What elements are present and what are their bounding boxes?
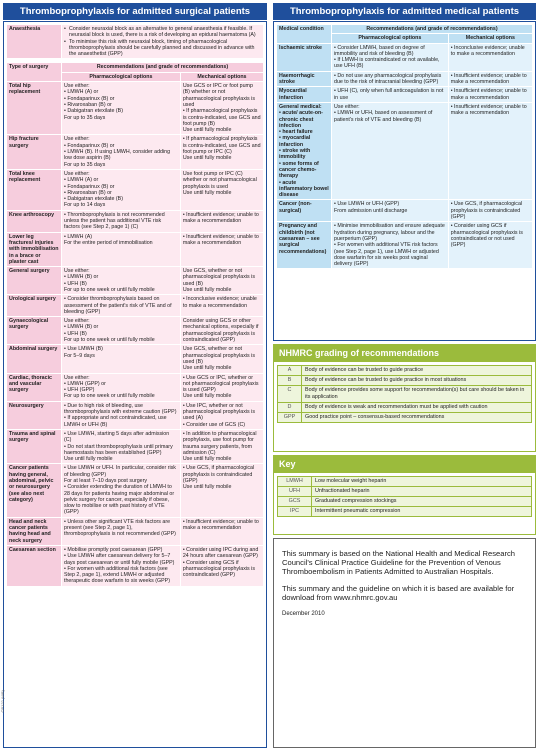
anaesthesia-item: • To minimise this risk with neuraxial block, timing of pharmacological thromboprophylaxis should be carefully planned and discussed in advance with the anaesthetist (GPP) <box>64 39 261 58</box>
surgery-mech-cell: • Use IPC, whether or not pharmacological prophylaxis is used (A) • Consider use of GCS (C) <box>180 401 263 429</box>
grading-table <box>277 365 532 423</box>
surgery-type-label: Lower leg fractures/ injuries with immobilisation in a brace or plaster cast <box>7 232 62 266</box>
surgery-mech-cell: • Consider using IPC during and 24 hours after caesarean (GPP) • Consider using GCS if pharmacological prophylaxis is contraindicated (GPP) <box>180 545 263 586</box>
surgery-pharm-cell: Use either: • LMWH (GPP) or • UFH (GPP) For up to one week or until fully mobile <box>62 373 181 401</box>
grade-code: B <box>278 376 302 386</box>
surgery-type-label: Knee arthroscopy <box>7 210 62 232</box>
medical-row <box>277 200 533 222</box>
key-title: Key <box>274 456 535 473</box>
key-meaning: Low molecular weight heparin <box>312 477 532 487</box>
grading-row <box>278 413 532 423</box>
medical-condition-label: Myocardial infarction <box>277 87 332 103</box>
medical-condition-label: Haemorrhagic stroke <box>277 71 332 87</box>
surgical-table <box>6 62 264 586</box>
summary-date: December 2010 <box>282 611 325 617</box>
surgery-pharm-cell: • Use LMWH (B) For 5–9 days <box>62 345 181 373</box>
key-abbrev: LMWH <box>278 477 312 487</box>
surgery-mech-cell: • If pharmacological prophylaxis is contra-indicated, use GCS and foot pump or IPC (C) Use until fully mobile <box>180 135 263 169</box>
medical-pharm-cell: • UFH (C), only when full anticoagulation is not in use <box>332 87 449 103</box>
medical-condition-label: Cancer (non-surgical) <box>277 200 332 222</box>
left-panel <box>3 21 267 748</box>
surgery-mech-cell: Use GCS or IPC or foot pump (B) whether or not pharmacological prophylaxis is used • If pharmacological prophylaxis is contra-indicated, use GCS and foot pump (B) Use until fully mobile <box>180 82 263 135</box>
surgery-type-label: Abdominal surgery <box>7 345 62 373</box>
surgery-pharm-cell: Use either: • LMWH (B) or • UFH (B) For up to one week or until fully mobile <box>62 317 181 345</box>
medical-mech-cell: • Insufficient evidence; unable to make a recommendation <box>448 102 532 199</box>
surgery-type-label: Hip fracture surgery <box>7 135 62 169</box>
key-row <box>278 497 532 507</box>
surgery-type-label: Urological surgery <box>7 295 62 317</box>
medical-pharm-cell: • Minimise immobilisation and ensure adequate hydration during pregnancy, labour and the puerperium (GPP) • For women with additional VTE risk factors (see Step 2, page 1), use LMWH or adjusted dose warfarin for six weeks post vaginal delivery (GPP) <box>332 222 449 269</box>
surgery-pharm-cell: Use either: • LMWH (A) or • Fondaparinux (B) or • Rivaroxaban (B) or • Dabigatran etexilate (B) For up to 14 days <box>62 169 181 210</box>
side-code: CP122 (WB) <box>0 690 5 713</box>
surgery-row <box>7 401 264 429</box>
col-med-pharm: Pharmacological options <box>332 34 449 43</box>
medical-row <box>277 102 533 199</box>
surgery-type-label: Trauma and spinal surgery <box>7 429 62 463</box>
surgery-type-label: Head and neck cancer patients having head and neck surgery <box>7 517 62 545</box>
medical-pharm-cell: Use either: • LMWH or UFH, based on assessment of patient's risk of VTE and bleeding (B) <box>332 102 449 199</box>
left-title-bar: Thromboprophylaxis for admitted surgical patients <box>3 3 267 20</box>
grading-row <box>278 376 532 386</box>
surgery-type-label: Total knee replacement <box>7 169 62 210</box>
anaesthesia-table <box>6 24 264 59</box>
col-recs: Recommendations (and grade of recommendations) <box>62 63 264 72</box>
key-meaning: Intermittent pneumatic compression <box>312 507 532 517</box>
right-title-bar: Thromboprophylaxis for admitted medical patients <box>273 3 536 20</box>
key-abbrev: IPC <box>278 507 312 517</box>
medical-mech-cell: • Insufficient evidence; unable to make a recommendation <box>448 71 532 87</box>
medical-pharm-cell: • Use LMWH or UFH (GPP) From admission until discharge <box>332 200 449 222</box>
medical-condition-label: Pregnancy and childbirth (not caesarean – see surgical recommendations) <box>277 222 332 269</box>
grade-description: Good practice point – consensus-based recommendations <box>302 413 532 423</box>
medical-row <box>277 43 533 71</box>
grading-row <box>278 403 532 413</box>
medical-condition-label: General medical: • acute/ acute-on-chronic chest infection • heart failure • myocardial infarction • stroke with immobility • some forms of cancer chemo-therapy • acute inflammatory bowel disease <box>277 102 332 199</box>
surgery-type-label: Caesarean section <box>7 545 62 586</box>
surgery-row <box>7 429 264 463</box>
surgery-mech-cell: • Use GCS, if pharmacological prophylaxis is contraindicated (GPP) Use until fully mobile <box>180 464 263 517</box>
surgery-type-label: Cancer patients having general, abdominal, pelvic or neurosurgery (see also next category) <box>7 464 62 517</box>
medical-row <box>277 222 533 269</box>
surgery-mech-cell: Consider using GCS or other mechanical options, especially if pharmacological prophylaxis is contraindicated (GPP) <box>180 317 263 345</box>
key-abbrev: UFH <box>278 487 312 497</box>
surgery-mech-cell: Use GCS, whether or not pharmacological prophylaxis is used (B) Use until fully mobile <box>180 345 263 373</box>
col-med-recs: Recommendations (and grade of recommendations) <box>332 25 533 34</box>
medical-row <box>277 71 533 87</box>
surgery-mech-cell: • Use GCS or IPC, whether or not pharmacological prophylaxis is used (GPP) Use until fully mobile <box>180 373 263 401</box>
surgery-mech-cell: • Insufficient evidence; unable to make a recommendation <box>180 517 263 545</box>
summary-box <box>273 538 536 748</box>
summary-p2: This summary and the guideline on which it is based are available for download from www.nhmrc.gov.au <box>282 584 515 602</box>
key-row <box>278 487 532 497</box>
surgery-pharm-cell: • Use LMWH or UFH. In particular, consider risk of bleeding (GPP) For at least 7–10 days post surgery • Consider extending the duration of LMWH to 28 days for patients having major abdominal or pelvic surgery for cancer, especially if obese, slow to mobilise or with past history of VTE (GPP) <box>62 464 181 517</box>
grade-code: D <box>278 403 302 413</box>
grade-code: GPP <box>278 413 302 423</box>
surgery-row <box>7 545 264 586</box>
grading-row <box>278 366 532 376</box>
col-pharm: Pharmacological options <box>62 72 181 81</box>
surgery-pharm-cell: • LMWH (A) For the entire period of immobilisation <box>62 232 181 266</box>
surgery-mech-cell: Use foot pump or IPC (C) whether or not pharmacological prophylaxis is used Use until fully mobile <box>180 169 263 210</box>
right-panel <box>273 21 536 341</box>
surgery-pharm-cell: • Unless other significant VTE risk factors are present (see Step 2, page 1), thromboprophylaxis is not recommended (GPP) <box>62 517 181 545</box>
surgery-pharm-cell: • Consider thromboprophylaxis based on assessment of the patient's risk of VTE and of bleeding (GPP) <box>62 295 181 317</box>
surgery-type-label: Neurosurgery <box>7 401 62 429</box>
surgery-row <box>7 464 264 517</box>
surgery-row <box>7 517 264 545</box>
medical-pharm-cell: • Consider LMWH, based on degree of immobility and risk of bleeding (B) • If LMWH is contraindicated or not available, use UFH (B) <box>332 43 449 71</box>
surgery-row <box>7 82 264 135</box>
surgery-pharm-cell: • Thromboprophylaxis is not recommended unless the patient has additional VTE risk factors (see Step 2, page 1) (C) <box>62 210 181 232</box>
key-panel <box>273 455 536 535</box>
grade-description: Body of evidence provides some support for recommendation(s) but care should be taken in its application <box>302 386 532 403</box>
grade-description: Body of evidence can be trusted to guide practice in most situations <box>302 376 532 386</box>
col-type: Type of surgery <box>7 63 62 82</box>
grading-panel <box>273 344 536 452</box>
surgery-pharm-cell: • Due to high risk of bleeding, use thromboprophylaxis with extreme caution (GPP) • If appropriate and not contraindicated, use LMWH or UFH (B) <box>62 401 181 429</box>
key-meaning: Graduated compression stockings <box>312 497 532 507</box>
surgery-row <box>7 135 264 169</box>
medical-mech-cell: • Use GCS, if pharmacological prophylaxis is contraindicated (GPP) <box>448 200 532 222</box>
col-mech: Mechanical options <box>180 72 263 81</box>
grade-code: C <box>278 386 302 403</box>
surgery-type-label: General surgery <box>7 267 62 295</box>
surgery-type-label: Cardiac, thoracic and vascular surgery <box>7 373 62 401</box>
col-cond: Medical condition <box>277 25 332 44</box>
surgery-mech-cell: Use GCS, whether or not pharmacological prophylaxis is used (B) Use until fully mobile <box>180 267 263 295</box>
anaesthesia-items <box>62 25 264 59</box>
surgery-row <box>7 232 264 266</box>
medical-pharm-cell: • Do not use any pharmacological prophylaxis due to the risk of intracranial bleeding (GPP) <box>332 71 449 87</box>
key-table <box>277 476 532 517</box>
surgery-pharm-cell: Use either: • LMWH (A) or • Fondaparinux (B) or • Rivaroxaban (B) or • Dabigatran etexilate (B) For up to 35 days <box>62 82 181 135</box>
surgery-pharm-cell: Use either: • LMWH (B) or • UFH (B) For up to one week or until fully mobile <box>62 267 181 295</box>
surgery-row <box>7 267 264 295</box>
surgery-row <box>7 373 264 401</box>
grade-code: A <box>278 366 302 376</box>
anaesthesia-label: Anaesthesia <box>7 25 62 59</box>
surgery-mech-cell: • Inconclusive evidence; unable to make a recommendation <box>180 295 263 317</box>
key-row <box>278 477 532 487</box>
col-med-mech: Mechanical options <box>448 34 532 43</box>
key-meaning: Unfractionated heparin <box>312 487 532 497</box>
surgery-row <box>7 169 264 210</box>
summary-p1: This summary is based on the National Health and Medical Research Council's Clinical Practice Guideline for the Prevention of Venous Thromboembolism in Patients Admitted to Australian Hospitals. <box>282 549 515 576</box>
grade-description: Body of evidence is weak and recommendation must be applied with caution <box>302 403 532 413</box>
surgery-pharm-cell: • Mobilise promptly post caesarean (GPP) • Use LMWH after caesarean delivery for 5–7 days post caesarean or until fully mobile (GPP) • For women with additional risk factors (see Step 2, page 1), extend LMWH or adjusted therapeutic dose warfarin to six weeks (GPP) <box>62 545 181 586</box>
surgery-row <box>7 295 264 317</box>
medical-mech-cell: • Consider using GCS if pharmacological prophylaxis is contraindicated or not used (GPP) <box>448 222 532 269</box>
surgery-pharm-cell: Use either: • Fondaparinux (B) or • LMWH (B). If using LMWH, consider adding low dose aspirin (B) For up to 35 days <box>62 135 181 169</box>
medical-table <box>276 24 533 269</box>
surgery-type-label: Total hip replacement <box>7 82 62 135</box>
grading-row <box>278 386 532 403</box>
medical-condition-label: Ischaemic stroke <box>277 43 332 71</box>
grade-description: Body of evidence can be trusted to guide practice <box>302 366 532 376</box>
medical-mech-cell: • Inconclusive evidence; unable to make a recommendation <box>448 43 532 71</box>
surgery-mech-cell: • Insufficient evidence; unable to make a recommendation <box>180 210 263 232</box>
surgery-row <box>7 317 264 345</box>
surgery-type-label: Gynaecological surgery <box>7 317 62 345</box>
anaesthesia-item: • Consider neuraxial block as an alternative to general anaesthesia if feasible. If neuraxial block is used, there is a risk of developing an epidural haematoma (A) <box>64 26 261 39</box>
key-row <box>278 507 532 517</box>
surgery-mech-cell: • Insufficient evidence; unable to make a recommendation <box>180 232 263 266</box>
medical-mech-cell: • Insufficient evidence; unable to make a recommendation <box>448 87 532 103</box>
key-abbrev: GCS <box>278 497 312 507</box>
medical-row <box>277 87 533 103</box>
grading-title: NHMRC grading of recommendations <box>274 345 535 362</box>
surgery-row <box>7 345 264 373</box>
surgery-mech-cell: • In addition to pharmacological prophylaxis, use foot pump for trauma surgery patients, from admission (C) Use until fully mobile <box>180 429 263 463</box>
surgery-row <box>7 210 264 232</box>
surgery-pharm-cell: • Use LMWH, starting 5 days after admission (C) • Do not start thromboprophylaxis until primary haemostasis has been established (GPP) Use until fully mobile <box>62 429 181 463</box>
